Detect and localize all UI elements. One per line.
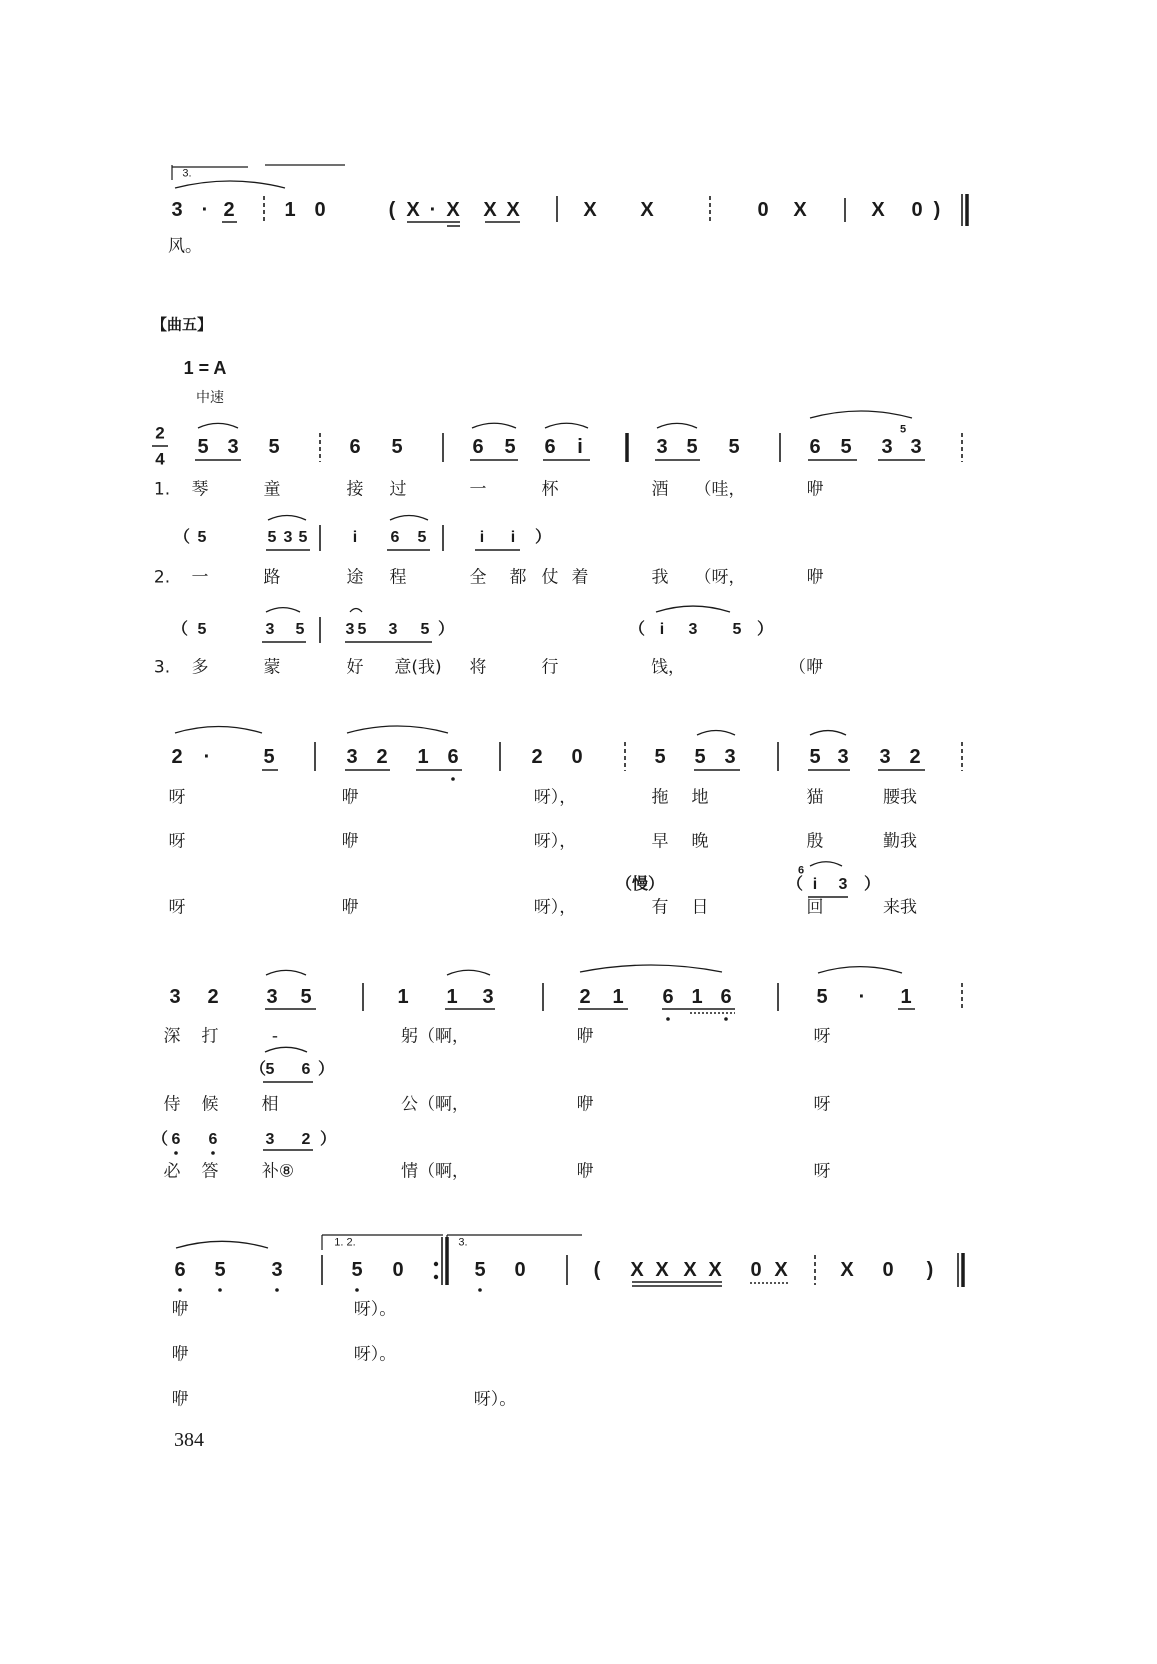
lyric-syllable: 行: [541, 657, 559, 678]
accompaniment-note: 6: [171, 1131, 181, 1148]
accompaniment-note: （: [249, 1061, 267, 1078]
lyric-syllable: 路: [263, 567, 281, 588]
note-symbol: (: [388, 199, 396, 221]
slur: [810, 731, 846, 735]
octave-dot: [724, 1017, 728, 1021]
slur: [176, 1241, 268, 1248]
lyric-syllable: 咿: [171, 1344, 189, 1365]
note-symbol: 5: [268, 436, 280, 458]
note-symbol: 3: [837, 746, 849, 768]
note-symbol: 5: [840, 436, 852, 458]
lyric-syllable: 有: [651, 897, 669, 918]
accompaniment-note: 5: [267, 529, 277, 546]
grace-note: 6: [797, 864, 805, 877]
note-symbol: 2: [171, 746, 183, 768]
note-symbol: 6: [720, 986, 732, 1008]
note-symbol: 0: [911, 199, 923, 221]
lyric-syllable: 呀: [168, 897, 186, 918]
note-symbol: X: [774, 1259, 788, 1281]
lyric-syllable: 打: [201, 1026, 219, 1047]
slur: [657, 423, 697, 428]
lyric-syllable: 呀）。: [353, 1344, 397, 1365]
lyric-syllable: 蒙: [263, 657, 281, 678]
note-symbol: 0: [514, 1259, 526, 1281]
note-symbol: X: [655, 1259, 669, 1281]
slur: [810, 411, 912, 418]
slur: [265, 1047, 307, 1052]
accompaniment-note: 5: [197, 621, 207, 638]
lyric-syllable: 咿: [576, 1161, 594, 1182]
lyric-syllable: 地: [691, 787, 709, 808]
note-symbol: 5: [263, 746, 275, 768]
note-symbol: 6: [349, 436, 361, 458]
lyric-syllable: 饯，: [651, 657, 685, 678]
repeat-dot: [434, 1262, 438, 1266]
lyric-syllable: 咿: [171, 1299, 189, 1320]
note-symbol: ·: [201, 199, 209, 221]
note-symbol: 1: [446, 986, 458, 1008]
slur: [810, 862, 842, 866]
lyric-syllable: 答: [201, 1161, 219, 1182]
note-symbol: 3: [482, 986, 494, 1008]
lyric-syllable: 呀: [813, 1026, 831, 1047]
octave-dot: [211, 1151, 215, 1155]
note-symbol: 6: [544, 436, 556, 458]
lyric-syllable: 呀: [168, 831, 186, 852]
note-symbol: 6: [447, 746, 459, 768]
lyric-syllable: 多: [191, 657, 209, 678]
note-symbol: 3: [879, 746, 891, 768]
lyric-syllable: 程: [389, 567, 407, 588]
lyric-syllable: 杯: [541, 479, 559, 500]
note-symbol: X: [683, 1259, 697, 1281]
note-symbol: 0: [750, 1259, 762, 1281]
lyric-syllable: 2.: [153, 567, 171, 588]
note-symbol: 6: [174, 1259, 186, 1281]
lyric-syllable: 都: [509, 567, 527, 588]
note-symbol: 3: [171, 199, 183, 221]
note-symbol: 1: [397, 986, 409, 1008]
accompaniment-note: 5: [417, 529, 427, 546]
accompaniment-note: i: [659, 621, 665, 638]
accompaniment-note: 5: [357, 621, 367, 638]
note-symbol: ·: [858, 986, 866, 1008]
key-signature: 1 = A: [183, 358, 227, 378]
lyric-syllable: 呀: [813, 1161, 831, 1182]
slur: [175, 181, 285, 188]
slur: [266, 608, 300, 612]
lyric-syllable: 咿: [341, 897, 359, 918]
accompaniment-note: 5: [732, 621, 742, 638]
lyric-syllable: 着: [571, 567, 589, 588]
volta-label: 3.: [458, 1236, 468, 1249]
accompaniment-note: ）: [437, 621, 455, 638]
note-symbol: 2: [909, 746, 921, 768]
note-symbol: X: [506, 199, 520, 221]
note-symbol: X: [483, 199, 497, 221]
lyric-syllable: 相: [261, 1094, 279, 1115]
accompaniment-note: 3: [838, 876, 848, 893]
note-symbol: 5: [474, 1259, 486, 1281]
note-symbol: 0: [757, 199, 769, 221]
lyric-syllable: 拖: [651, 787, 669, 808]
lyric-syllable: 好: [346, 657, 364, 678]
repeat-dot: [434, 1275, 438, 1279]
slur: [268, 515, 306, 520]
note-symbol: X: [446, 199, 460, 221]
octave-dot: [218, 1288, 222, 1292]
note-symbol: 2: [376, 746, 388, 768]
note-symbol: 3: [346, 746, 358, 768]
grace-note: 5: [899, 423, 907, 436]
accompaniment-note: ）: [534, 529, 552, 546]
note-symbol: 0: [392, 1259, 404, 1281]
octave-dot: [478, 1288, 482, 1292]
slur: [175, 727, 262, 733]
note-symbol: 3: [227, 436, 239, 458]
note-symbol: X: [793, 199, 807, 221]
lyric-syllable: 回: [806, 897, 824, 918]
note-symbol: ·: [429, 199, 437, 221]
note-symbol: 3: [271, 1259, 283, 1281]
accompaniment-note: 3: [265, 621, 275, 638]
slur: [818, 967, 902, 973]
lyric-syllable: 呀），: [533, 897, 577, 918]
accompaniment-note: （: [786, 876, 804, 893]
lyric-syllable: （呀，: [694, 567, 746, 588]
note-symbol: ·: [203, 746, 211, 768]
note-symbol: 0: [314, 199, 326, 221]
note-symbol: X: [840, 1259, 854, 1281]
note-symbol: 3: [910, 436, 922, 458]
note-symbol: 6: [662, 986, 674, 1008]
note-symbol: 1: [417, 746, 429, 768]
lyric-syllable: 一: [469, 479, 487, 500]
accompaniment-note: 3: [265, 1131, 275, 1148]
lyric-syllable: 咿: [341, 831, 359, 852]
accompaniment-note: 5: [298, 529, 308, 546]
octave-dot: [451, 777, 455, 781]
accompaniment-note: 5: [265, 1061, 275, 1078]
accompaniment-note: （: [151, 1131, 169, 1148]
note-symbol: 2: [223, 199, 235, 221]
lyric-syllable: 过: [389, 479, 407, 500]
lyric-syllable: -: [271, 1026, 279, 1047]
lyric-syllable: 早: [651, 831, 669, 852]
lyric-syllable: 1.: [153, 479, 171, 500]
accompaniment-note: 3: [345, 621, 355, 638]
lyric-syllable: 咿: [806, 479, 824, 500]
slur: [697, 730, 735, 735]
note-symbol: 5: [694, 746, 706, 768]
note-symbol: 1: [900, 986, 912, 1008]
slur: [472, 423, 516, 428]
note-symbol: X: [583, 199, 597, 221]
volta-label: 3.: [182, 167, 192, 180]
note-symbol: (: [593, 1259, 601, 1281]
note-symbol: 5: [504, 436, 516, 458]
note-symbol: 2: [207, 986, 219, 1008]
volta-label: 1. 2.: [334, 1236, 356, 1249]
lyric-syllable: 咿: [341, 787, 359, 808]
lyric-syllable: 咿: [171, 1389, 189, 1410]
slur: [198, 423, 238, 428]
note-symbol: 1: [612, 986, 624, 1008]
time-signature-top: 2: [155, 423, 165, 443]
note-symbol: 5: [728, 436, 740, 458]
note-symbol: 2: [579, 986, 591, 1008]
accompaniment-note: （: [628, 621, 646, 638]
lyric-syllable: 情（啊，: [401, 1161, 469, 1182]
lyric-syllable: 必: [163, 1161, 181, 1182]
lyric-syllable: 途: [346, 567, 364, 588]
slur: [545, 423, 588, 428]
lyric-syllable: 琴: [191, 479, 209, 500]
lyric-syllable: 一: [191, 567, 209, 588]
lyric-syllable: 侍: [163, 1094, 181, 1115]
time-signature-bottom: 4: [155, 449, 165, 469]
accompaniment-note: 5: [197, 529, 207, 546]
lyric-syllable: 3.: [153, 657, 171, 678]
lyric-syllable: 全: [469, 567, 487, 588]
note-symbol: X: [640, 199, 654, 221]
accompaniment-note: 6: [208, 1131, 218, 1148]
accompaniment-note: ）: [756, 621, 774, 638]
lyric-syllable: 风。: [168, 236, 202, 257]
octave-dot: [666, 1017, 670, 1021]
note-symbol: 5: [197, 436, 209, 458]
slur: [656, 606, 730, 612]
lyric-syllable: 晚: [691, 831, 709, 852]
note-symbol: 5: [300, 986, 312, 1008]
octave-dot: [178, 1288, 182, 1292]
lyric-syllable: 腰我: [883, 787, 917, 808]
note-symbol: 1: [691, 986, 703, 1008]
note-symbol: X: [871, 199, 885, 221]
accompaniment-note: ）: [319, 1131, 337, 1148]
note-symbol: 5: [809, 746, 821, 768]
lyric-syllable: 接: [346, 479, 364, 500]
note-symbol: 2: [531, 746, 543, 768]
section-title: 【曲五】: [151, 315, 213, 334]
accompaniment-note: 3: [688, 621, 698, 638]
lyric-syllable: 日: [691, 897, 709, 918]
lyric-syllable: （咿: [789, 657, 823, 678]
lyric-syllable: 仗: [541, 567, 559, 588]
lyric-syllable: 殷: [806, 831, 824, 852]
lyric-syllable: 候: [201, 1094, 219, 1115]
lyric-syllable: 酒: [651, 479, 669, 500]
lyric-syllable: 咿: [806, 567, 824, 588]
note-symbol: 0: [882, 1259, 894, 1281]
accompaniment-note: i: [352, 529, 358, 546]
note-symbol: X: [630, 1259, 644, 1281]
lyric-syllable: 躬（啊，: [401, 1026, 469, 1047]
lyric-syllable: 呀），: [533, 787, 577, 808]
note-symbol: 5: [654, 746, 666, 768]
accompaniment-note: 5: [420, 621, 430, 638]
note-symbol: 3: [169, 986, 181, 1008]
note-symbol: ): [926, 1259, 934, 1281]
lyric-syllable: 呀），: [533, 831, 577, 852]
lyric-syllable: 深: [163, 1026, 181, 1047]
slur: [266, 970, 306, 975]
accompaniment-note: i: [812, 876, 818, 893]
accompaniment-note: 6: [301, 1061, 311, 1078]
lyric-syllable: 咿: [576, 1094, 594, 1115]
accompaniment-note: 3: [388, 621, 398, 638]
lyric-syllable: 我: [651, 567, 669, 588]
lyric-syllable: 补⑧: [261, 1161, 295, 1182]
lyric-syllable: 呀）。: [353, 1299, 397, 1320]
accompaniment-note: ）: [317, 1061, 335, 1078]
slur: [447, 970, 490, 975]
lyric-syllable: （哇，: [694, 479, 746, 500]
accompaniment-note: 2: [301, 1131, 311, 1148]
accompaniment-note: i: [479, 529, 485, 546]
lyric-syllable: 公（啊，: [401, 1094, 469, 1115]
lyric-syllable: 呀: [168, 787, 186, 808]
note-symbol: 6: [809, 436, 821, 458]
note-symbol: 3: [656, 436, 668, 458]
lyric-syllable: 猫: [806, 787, 824, 808]
octave-dot: [174, 1151, 178, 1155]
accompaniment-note: 3: [283, 529, 293, 546]
accompaniment-note: （慢）: [615, 876, 665, 893]
note-symbol: 5: [686, 436, 698, 458]
accompaniment-note: ）: [863, 876, 881, 893]
slur: [350, 609, 362, 612]
lyric-syllable: 将: [469, 657, 487, 678]
note-symbol: 3: [881, 436, 893, 458]
lyric-syllable: 童: [263, 479, 281, 500]
note-symbol: 3: [724, 746, 736, 768]
note-symbol: 0: [571, 746, 583, 768]
octave-dot: [355, 1288, 359, 1292]
note-symbol: 6: [472, 436, 484, 458]
note-symbol: 5: [214, 1259, 226, 1281]
lyric-syllable: 勤我: [883, 831, 917, 852]
note-symbol: 1: [284, 199, 296, 221]
octave-dot: [275, 1288, 279, 1292]
lyric-syllable: 呀: [813, 1094, 831, 1115]
accompaniment-note: （: [173, 529, 191, 546]
lyric-syllable: 意(我): [394, 657, 442, 678]
note-symbol: X: [708, 1259, 722, 1281]
note-symbol: 5: [816, 986, 828, 1008]
accompaniment-note: 5: [295, 621, 305, 638]
tempo-marking: 中速: [196, 390, 224, 406]
accompaniment-note: 6: [390, 529, 400, 546]
page-number: 384: [174, 1429, 204, 1451]
note-symbol: X: [406, 199, 420, 221]
accompaniment-note: （: [171, 621, 189, 638]
slur: [580, 965, 722, 972]
note-symbol: 5: [391, 436, 403, 458]
slur: [390, 515, 428, 520]
lyric-syllable: 呀）。: [473, 1389, 517, 1410]
accompaniment-note: i: [510, 529, 516, 546]
lyric-syllable: 咿: [576, 1026, 594, 1047]
lyric-syllable: 来我: [883, 897, 917, 918]
note-symbol: 3: [266, 986, 278, 1008]
note-symbol: ): [933, 199, 941, 221]
note-symbol: i: [577, 436, 583, 458]
slur: [347, 726, 448, 733]
note-symbol: 5: [351, 1259, 363, 1281]
